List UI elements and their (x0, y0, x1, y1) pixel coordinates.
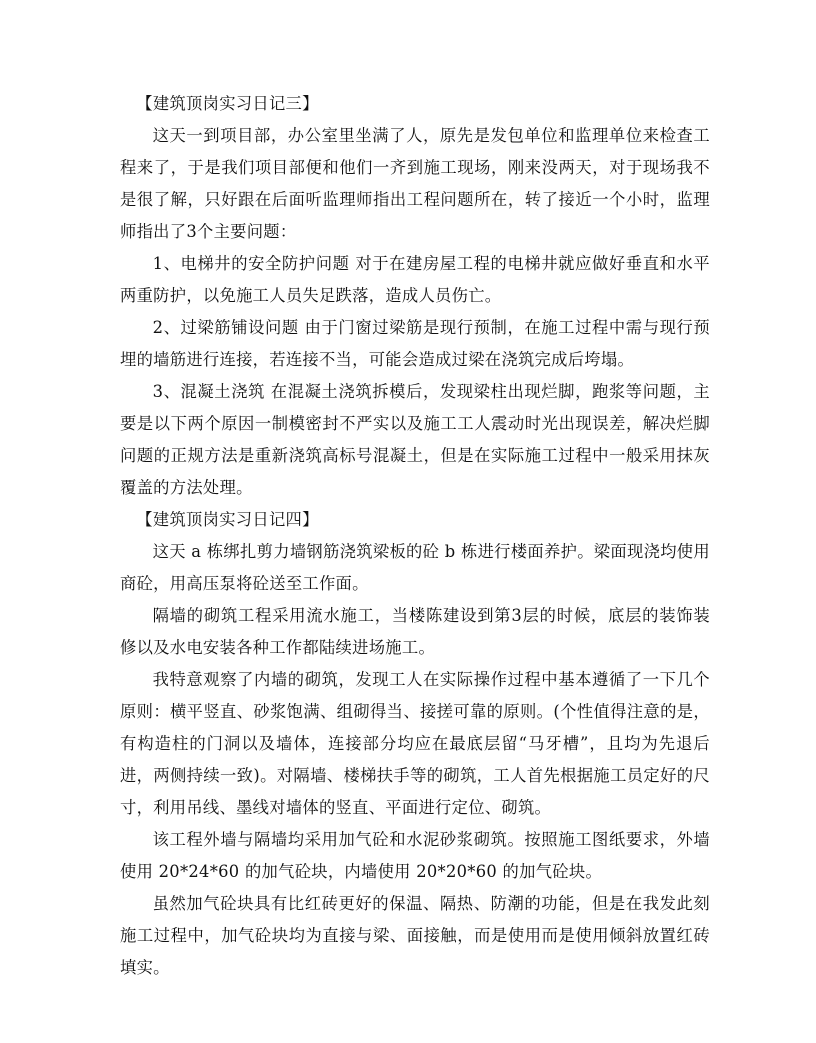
diary-4-paragraph-4: 该工程外墙与隔墙均采用加气砼和水泥砂浆砌筑。按照施工图纸要求，外墙使用 20*24*60 的加气砼块，内墙使用 20*20*60 的加气砼块。 (120, 830, 710, 881)
diary-3-paragraph-issue-3: 3、混凝土浇筑 在混凝土浇筑拆模后，发现梁柱出现烂脚，跑浆等问题，主要是以下两个原因一制模密封不严实以及施工工人震动时光出现误差，解决烂脚问题的正规方法是重新浇筑高标号混凝土，但是在实际施工过程中一般采用抹灰覆盖的方法处理。 (120, 382, 710, 497)
diary-3-paragraph-intro: 这天一到项目部，办公室里坐满了人，原先是发包单位和监理单位来检查工程来了，于是我们项目部便和他们一齐到施工现场，刚来没两天，对于现场我不是很了解，只好跟在后面听监理师指出工程问题所在，转了接近一个小时，监理师指出了3个主要问题： (120, 126, 710, 241)
diary-4-paragraph-1: 这天 a 栋绑扎剪力墙钢筋浇筑梁板的砼 b 栋进行楼面养护。梁面现浇均使用商砼，用高压泵将砼送至工作面。 (120, 542, 710, 593)
diary-3-heading: 【建筑顶岗实习日记三】 (136, 94, 319, 113)
diary-3-paragraph-issue-2: 2、过梁筋铺设问题 由于门窗过梁筋是现行预制，在施工过程中需与现行预埋的墙筋进行连接，若连接不当，可能会造成过梁在浇筑完成后垮塌。 (120, 318, 710, 369)
diary-4-heading: 【建筑顶岗实习日记四】 (136, 510, 319, 529)
diary-3-paragraph-issue-1: 1、电梯井的安全防护问题 对于在建房屋工程的电梯井就应做好垂直和水平两重防护，以免施工人员失足跌落，造成人员伤亡。 (120, 254, 710, 305)
diary-4-paragraph-5: 虽然加气砼块具有比红砖更好的保温、隔热、防潮的功能，但是在我发此刻施工过程中，加气砼块均为直接与梁、面接触，而是使用而是使用倾斜放置红砖填实。 (120, 894, 710, 977)
diary-4-paragraph-2: 隔墙的砌筑工程采用流水施工，当楼陈建设到第3层的时候，底层的装饰装修以及水电安装各种工作都陆续进场施工。 (120, 606, 710, 657)
diary-4-paragraph-3: 我特意观察了内墙的砌筑，发现工人在实际操作过程中基本遵循了一下几个原则：横平竖直、砂浆饱满、组砌得当、接搓可靠的原则。(个性值得注意的是，有构造柱的门洞以及墙体，连接部分均应在最底层留“马牙槽”，且均为先退后进，两侧持续一致)。对隔墙、楼梯扶手等的砌筑，工人首先根据施工员定好的尺寸，利用吊线、墨线对墙体的竖直、平面进行定位、砌筑。 (120, 670, 710, 817)
document-body (120, 88, 710, 984)
